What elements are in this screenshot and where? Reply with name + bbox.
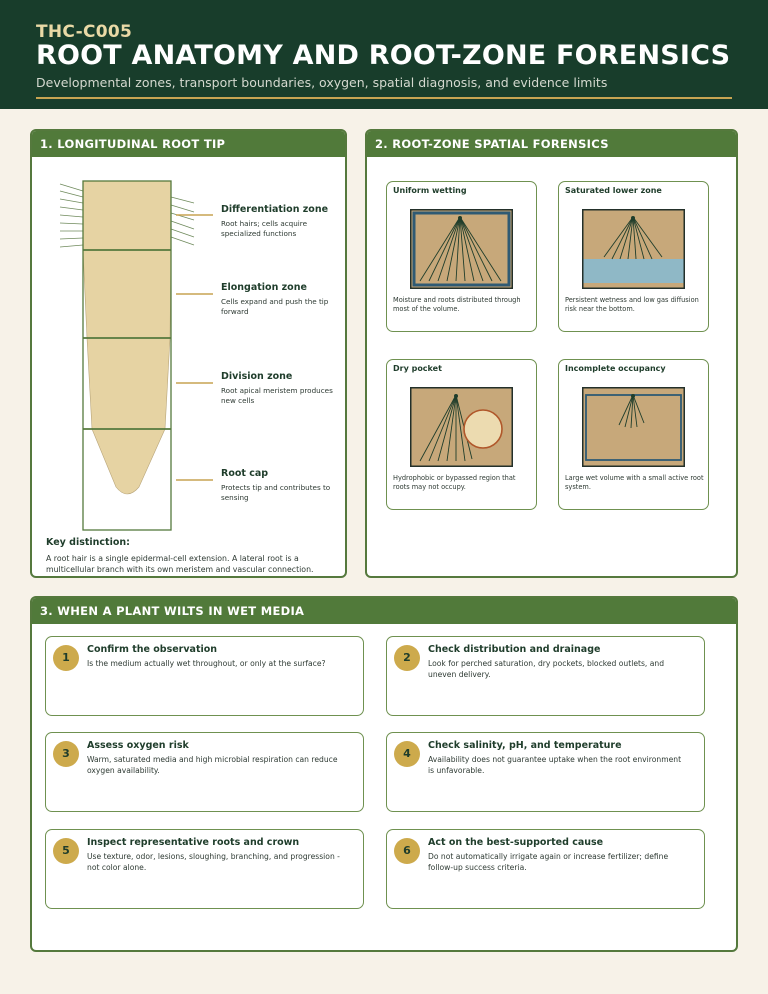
key-title: Key distinction: [46, 537, 130, 548]
card-description: Hydrophobic or bypassed region that roots may not occupy. [393, 474, 516, 492]
zone-title: Root cap [221, 468, 269, 479]
step-number-badge: 4 [394, 741, 420, 767]
panel-title: 3. WHEN A PLANT WILTS IN WET MEDIA [32, 598, 736, 624]
zone-description: Root apical meristem produces new cells [221, 386, 333, 405]
step-description: Availability does not guarantee uptake when the root environment is unfavorable. [428, 755, 682, 775]
zone-description: Cells expand and push the tip forward [221, 297, 329, 316]
zone-title: Elongation zone [221, 282, 307, 293]
step-title: Check distribution and drainage [428, 644, 601, 655]
step-number-badge: 3 [53, 741, 79, 767]
step-card-4 [386, 732, 705, 812]
card-description: Persistent wetness and low gas diffusion risk near the bottom. [565, 296, 699, 314]
panel-title: 1. LONGITUDINAL ROOT TIP [32, 131, 345, 157]
panel-title: 2. ROOT-ZONE SPATIAL FORENSICS [367, 131, 736, 157]
key-text: A root hair is a single epidermal-cell extension. A lateral root is a multicellular branch with its own meristem and vascular connection. [46, 554, 314, 574]
document-code: THC-C005 [36, 22, 133, 42]
card-title: Incomplete occupancy [565, 364, 666, 373]
step-number-badge: 2 [394, 645, 420, 671]
step-title: Assess oxygen risk [87, 740, 189, 751]
zone-differentiation [221, 204, 341, 239]
root-tip-diagram [32, 131, 347, 578]
card-description: Moisture and roots distributed through most of the volume. [393, 296, 521, 314]
card-dry-pocket [386, 359, 537, 510]
key-distinction [46, 537, 336, 575]
zone-description: Root hairs; cells acquire specialized functions [221, 219, 308, 238]
zone-title: Division zone [221, 371, 293, 382]
zone-description: Protects tip and contributes to sensing [221, 483, 331, 502]
wilting-diagnosis-panel [30, 596, 738, 952]
saturated-lower-zone-diagram-icon [582, 209, 685, 289]
step-card-2 [386, 636, 705, 716]
card-title: Dry pocket [393, 364, 442, 373]
incomplete-occupancy-diagram-icon [582, 387, 685, 467]
step-title: Confirm the observation [87, 644, 218, 655]
header-divider [36, 97, 732, 99]
step-title: Inspect representative roots and crown [87, 837, 300, 848]
page-title: ROOT ANATOMY AND ROOT-ZONE FORENSICS [36, 40, 731, 71]
zone-title: Differentiation zone [221, 204, 329, 215]
card-incomplete-occupancy [558, 359, 709, 510]
card-saturated-lower-zone [558, 181, 709, 332]
zone-elongation [221, 282, 341, 317]
step-card-5 [45, 829, 364, 909]
page-subtitle: Developmental zones, transport boundaries, oxygen, spatial diagnosis, and evidence limits [36, 75, 608, 90]
step-number-badge: 5 [53, 838, 79, 864]
step-description: Look for perched saturation, dry pockets, blocked outlets, and uneven delivery. [428, 659, 665, 679]
card-title: Saturated lower zone [565, 186, 662, 195]
step-title: Check salinity, pH, and temperature [428, 740, 622, 751]
card-title: Uniform wetting [393, 186, 467, 195]
step-description: Do not automatically irrigate again or increase fertilizer; define follow-up success criteria. [428, 852, 669, 872]
card-description: Large wet volume with a small active root system. [565, 474, 704, 492]
zone-root-cap [221, 468, 341, 503]
dry-pocket-diagram-icon [410, 387, 513, 467]
step-card-6 [386, 829, 705, 909]
zone-division [221, 371, 341, 406]
spatial-forensics-panel [365, 129, 738, 578]
step-description: Warm, saturated media and high microbial respiration can reduce oxygen availability. [87, 755, 338, 775]
uniform-wetting-diagram-icon [410, 209, 513, 289]
step-title: Act on the best-supported cause [428, 837, 604, 848]
root-tip-panel [30, 129, 347, 578]
step-card-3 [45, 732, 364, 812]
step-card-1 [45, 636, 364, 716]
step-number-badge: 6 [394, 838, 420, 864]
step-description: Use texture, odor, lesions, sloughing, branching, and progression - not color alone. [87, 852, 340, 872]
card-uniform-wetting [386, 181, 537, 332]
step-description: Is the medium actually wet throughout, or only at the surface? [87, 659, 326, 668]
page-header [0, 0, 768, 109]
step-number-badge: 1 [53, 645, 79, 671]
